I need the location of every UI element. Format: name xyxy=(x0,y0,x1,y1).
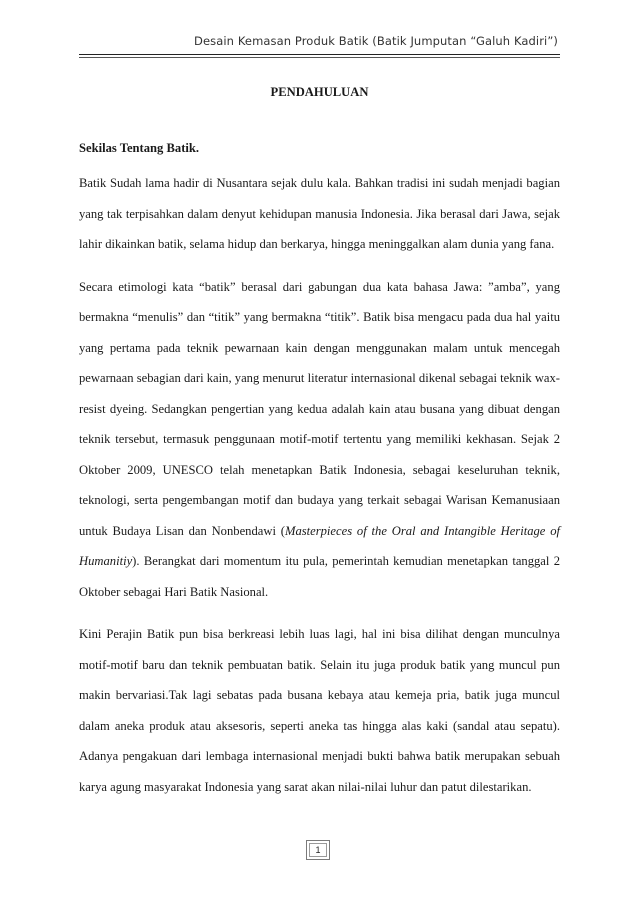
document-body xyxy=(79,140,560,802)
paragraph-1: Batik Sudah lama hadir di Nusantara sejak dulu kala. Bahkan tradisi ini sudah menjadi bagian yang tak terpisahkan dalam denyut kehidupan manusia Indonesia. Jika berasal dari Jawa, sejak lahir dikainkan batik, selama hidup dan berkarya, hingga meninggalkan alam dunia yang fana. xyxy=(79,176,560,251)
paragraph-3: Kini Perajin Batik pun bisa berkreasi lebih luas lagi, hal ini bisa dilihat dengan munculnya motif-motif baru dan teknik pembuatan batik. Selain itu juga produk batik yang muncul pun makin bervariasi.Tak lagi sebatas pada busana kebaya atau kemeja pria, batik juga muncul dalam aneka produk atau aksesoris, seperti aneka tas hingga alas kaki (sandal atau sepatu). Adanya pengakuan dari lembaga internasional menjadi bukti bahwa batik merupakan sebuah karya agung masyarakat Indonesia yang sarat akan nilai-nilai luhur dan patut dilestarikan. xyxy=(79,627,560,794)
paragraph-2-italic-title: Masterpieces of the Oral and Intangible Heritage of Humanitiy xyxy=(79,523,561,568)
running-header: Desain Kemasan Produk Batik (Batik Jumputan “Galuh Kadiri”) xyxy=(194,34,558,48)
paragraph-2 xyxy=(79,272,560,608)
header-rule xyxy=(79,54,560,55)
header-rule-thin xyxy=(79,57,560,58)
section-heading: Sekilas Tentang Batik. xyxy=(79,141,200,155)
page-number-box xyxy=(306,840,330,860)
paragraph-2-text-start: Secara etimologi kata “batik” berasal dari gabungan dua kata bahasa Jawa: ”amba”, yang bermakna “menulis” dan “titik” yang bermakna “titik”. Batik bisa mengacu pada dua hal yaitu yang pertama pada teknik pewarnaan kain dengan menggunakan malam untuk mencegah pewarnaan sebagian dari kain, yang menurut literatur internasional dikenal sebagai teknik wax-resist dyeing. Sedangkan pengertian yang kedua adalah kain atau busana yang dibuat dengan teknik tersebut, termasuk penggunaan motif-motif tertentu yang memiliki kekhasan. Sejak 2 Oktober 2009, UNESCO telah menetapkan Batik Indonesia, sebagai keseluruhan teknik, teknologi, serta pengembangan motif dan budaya yang terkait sebagai Warisan Kemanusiaan untuk Budaya Lisan dan Nonbendawi ( xyxy=(79,279,560,538)
page-number: 1 xyxy=(315,845,321,855)
paragraph-2-text-end: ). Berangkat dari momentum itu pula, pemerintah kemudian menetapkan tanggal 2 Oktober sebagai Hari Batik Nasional. xyxy=(79,554,560,599)
page-title: PENDAHULUAN xyxy=(270,85,369,99)
